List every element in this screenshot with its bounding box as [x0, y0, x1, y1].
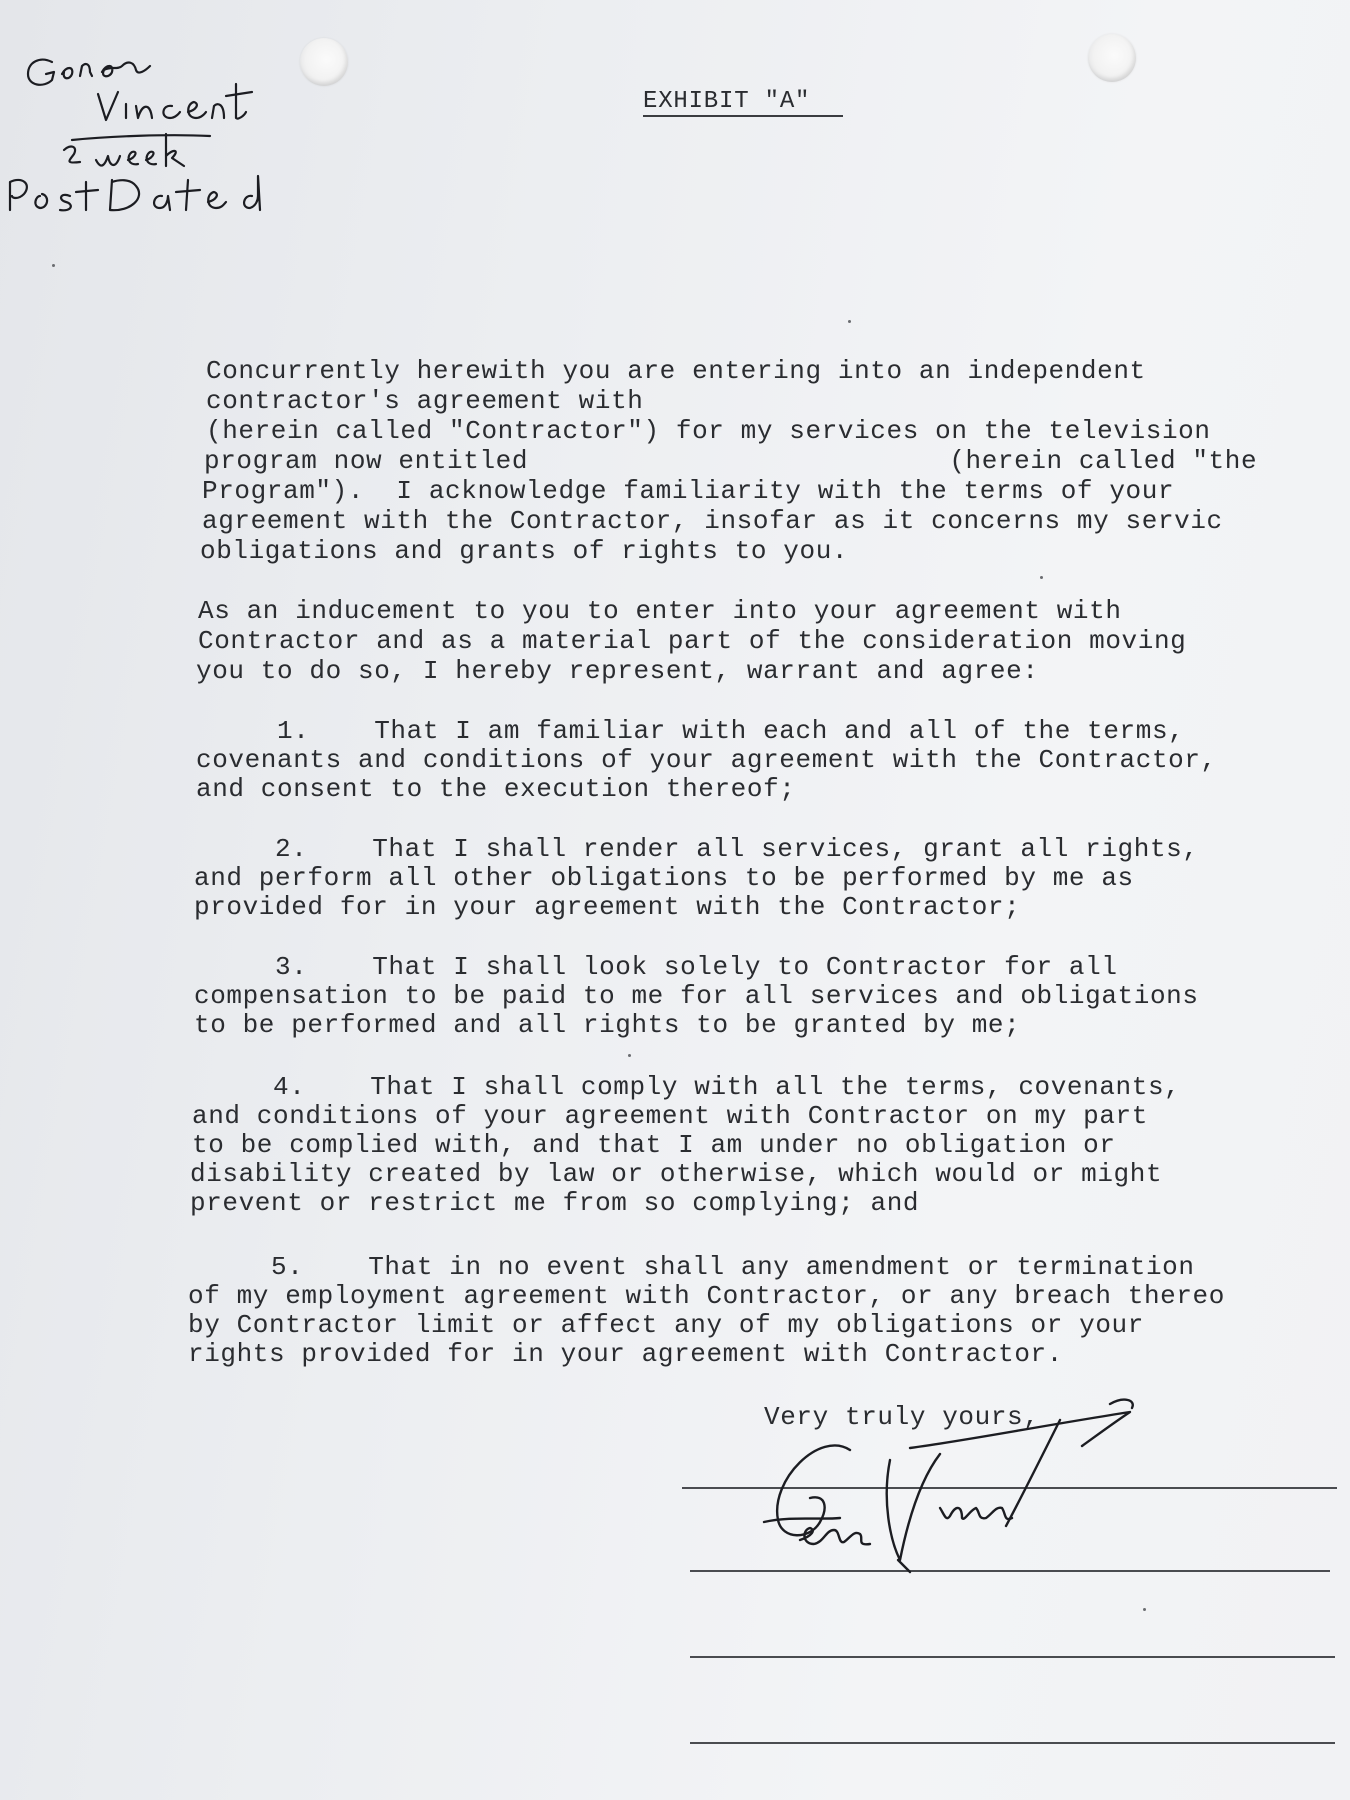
text-line: disability created by law or otherwise, which would or might — [190, 1159, 1163, 1189]
punch-hole-right — [1088, 34, 1136, 82]
punch-hole-left — [300, 38, 348, 86]
text-line: Contractor and as a material part of the consideration moving — [198, 626, 1187, 656]
paper-speck — [1143, 1608, 1146, 1611]
handwritten-note — [0, 0, 300, 240]
handwritten-signature — [740, 1390, 1260, 1590]
signature-line-3 — [690, 1656, 1335, 1658]
text-line: 4. That I shall comply with all the terms, covenants, — [192, 1072, 1181, 1102]
text-line: 3. That I shall look solely to Contractor for all — [194, 952, 1118, 982]
closing-salutation: Very truly yours, — [764, 1402, 1040, 1432]
heading-underline — [643, 115, 843, 117]
text-line: (herein called "Contractor") for my services on the television — [206, 416, 1211, 446]
text-line: by Contractor limit or affect any of my obligations or your — [188, 1310, 1144, 1340]
text-line: 5. That in no event shall any amendment or termination — [190, 1252, 1195, 1282]
text-line: and perform all other obligations to be performed by me as — [194, 863, 1134, 893]
text-line: to be complied with, and that I am under no obligation or — [192, 1130, 1116, 1160]
text-line: you to do so, I hereby represent, warrant and agree: — [196, 656, 1039, 686]
text-line: compensation to be paid to me for all services and obligations — [194, 981, 1199, 1011]
text-line: and conditions of your agreement with Contractor on my part — [192, 1101, 1148, 1131]
text-line: 2. That I shall render all services, grant all rights, — [194, 834, 1199, 864]
paper-speck — [1040, 576, 1043, 579]
paper-speck — [628, 1054, 631, 1057]
signature-line-4 — [690, 1742, 1335, 1744]
text-line: covenants and conditions of your agreement with the Contractor, — [196, 745, 1217, 775]
text-line: Concurrently herewith you are entering into an independent — [206, 356, 1146, 386]
text-line: agreement with the Contractor, insofar as it concerns my servic — [202, 506, 1223, 536]
paper-speck — [848, 320, 851, 323]
text-line: As an inducement to you to enter into your agreement with — [198, 596, 1122, 626]
text-line: provided for in your agreement with the Contractor; — [194, 892, 1021, 922]
text-line: obligations and grants of rights to you. — [200, 536, 849, 566]
text-line: program now entitled (herein called "the — [204, 446, 1258, 476]
text-line: 1. That I am familiar with each and all of the terms, — [196, 716, 1185, 746]
paper-speck — [52, 264, 55, 267]
text-line: and consent to the execution thereof; — [196, 774, 796, 804]
text-line: prevent or restrict me from so complying; and — [190, 1188, 920, 1218]
text-line: Program"). I acknowledge familiarity with the terms of your — [202, 476, 1175, 506]
text-line: to be performed and all rights to be granted by me; — [194, 1010, 1021, 1040]
text-line: contractor's agreement with — [206, 386, 644, 416]
text-line: of my employment agreement with Contractor, or any breach thereo — [188, 1281, 1225, 1311]
text-line: rights provided for in your agreement with Contractor. — [188, 1339, 1063, 1369]
exhibit-heading: EXHIBIT "A" — [643, 88, 811, 115]
